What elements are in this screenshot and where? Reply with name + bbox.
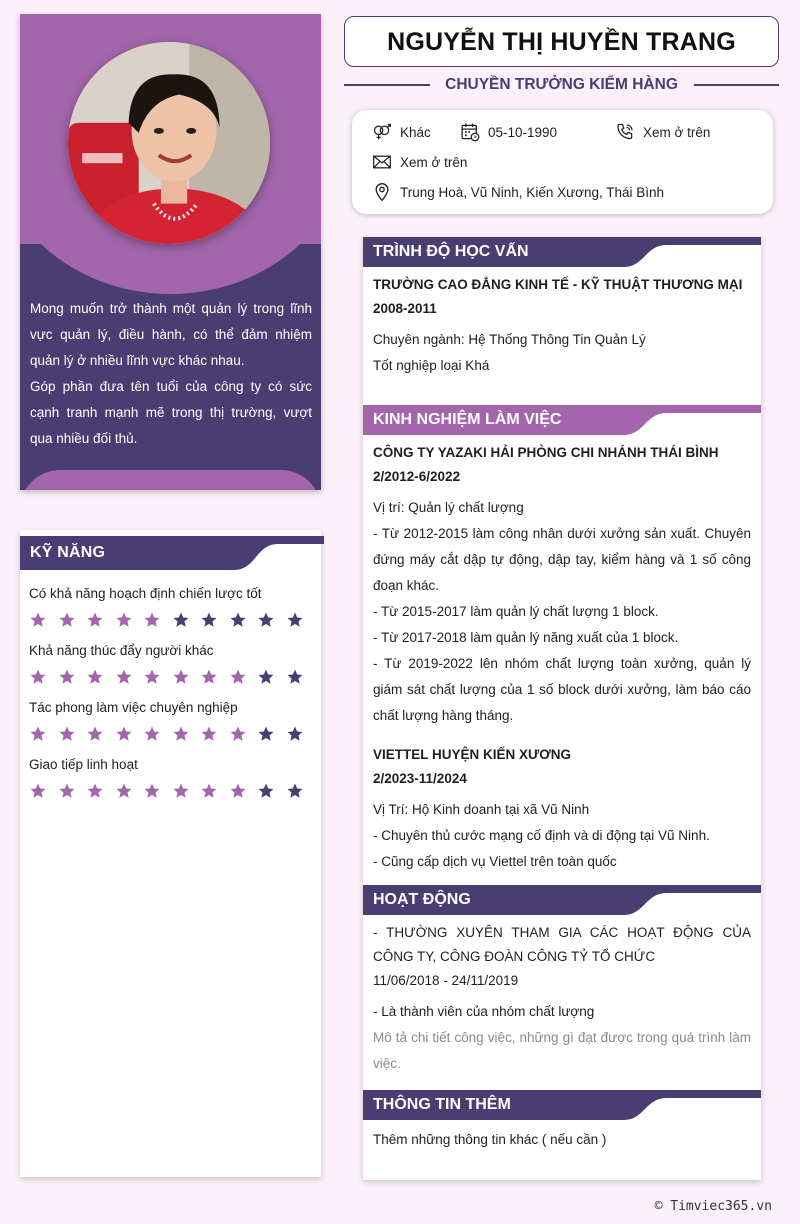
education-entry <box>373 273 751 379</box>
footer-credit: © Timviec365.vn <box>654 1199 772 1214</box>
avatar-photo <box>68 42 270 244</box>
star-filled-icon <box>58 724 87 744</box>
star-filled-icon <box>200 724 229 744</box>
job-period: 2/2012-6/2022 <box>373 469 461 484</box>
skill-rating <box>29 781 314 801</box>
experience-header <box>363 405 761 437</box>
skill-item <box>29 698 314 755</box>
star-empty-icon <box>200 610 229 630</box>
address-value: Trung Hoà, Vũ Ninh, Kiến Xương, Thái Bình <box>400 184 665 200</box>
experience-job <box>373 441 751 729</box>
job-period: 2/2023-11/2024 <box>373 771 467 786</box>
star-filled-icon <box>115 781 144 801</box>
star-filled-icon <box>229 667 258 687</box>
additional-header <box>363 1090 761 1122</box>
job-position: Vị Trí: Hộ Kinh doanh tại xã Vũ Ninh <box>373 802 590 817</box>
star-empty-icon <box>286 667 315 687</box>
objective-paragraph-2: Góp phần đưa tên tuổi của công ty có sức cạnh tranh mạnh mẽ trong thị trường, vượt qua nhiều đối thủ. <box>30 379 312 446</box>
experience-list <box>373 441 751 875</box>
job-title: CHUYỀN TRƯỞNG KIỂM HÀNG <box>445 76 678 93</box>
avatar <box>68 42 270 244</box>
star-filled-icon <box>143 781 172 801</box>
star-empty-icon <box>257 724 286 744</box>
profile-card <box>20 14 321 490</box>
job-detail: - Từ 2017-2018 làm quản lý năng xuất của 1 block. <box>373 630 679 645</box>
activities-title: HOẠT ĐỘNG <box>373 891 471 908</box>
skill-name: Khả năng thúc đẩy người khác <box>29 643 214 658</box>
skill-rating <box>29 724 314 744</box>
skill-name: Có khả năng hoạch định chiến lược tốt <box>29 586 262 601</box>
star-filled-icon <box>143 724 172 744</box>
star-empty-icon <box>286 724 315 744</box>
job-detail: - Từ 2015-2017 làm quản lý chất lượng 1 block. <box>373 604 659 619</box>
skill-list <box>29 584 314 812</box>
star-filled-icon <box>229 724 258 744</box>
star-filled-icon <box>86 724 115 744</box>
star-filled-icon <box>143 610 172 630</box>
skill-item <box>29 641 314 698</box>
additional-entry <box>373 1127 751 1153</box>
star-empty-icon <box>257 781 286 801</box>
education-header <box>363 237 761 269</box>
star-filled-icon <box>115 724 144 744</box>
objective-paragraph-1: Mong muốn trở thành một quản lý trong lĩnh vực quản lý, điều hành, có thể đảm nhiệm quản lý ở nhiều lĩnh vực khác nhau. <box>30 301 312 368</box>
star-filled-icon <box>58 610 87 630</box>
star-empty-icon <box>257 610 286 630</box>
additional-text: Thêm những thông tin khác ( nếu cần ) <box>373 1132 607 1147</box>
skill-item <box>29 755 314 812</box>
education-major: Chuyên ngành: Hệ Thống Thông Tin Quản Lý <box>373 332 646 347</box>
star-empty-icon <box>257 667 286 687</box>
star-filled-icon <box>29 781 58 801</box>
activities-entry <box>373 921 751 1077</box>
activities-description: Mô tả chi tiết công việc, những gì đạt được trong quá trình làm việc. <box>373 1030 751 1071</box>
gender-icon <box>372 122 392 142</box>
skill-item <box>29 584 314 641</box>
star-filled-icon <box>200 781 229 801</box>
job-company: CÔNG TY YAZAKI HẢI PHÒNG CHI NHÁNH THÁI BÌNH <box>373 445 719 460</box>
star-filled-icon <box>58 781 87 801</box>
activities-header <box>363 885 761 917</box>
star-filled-icon <box>29 724 58 744</box>
contact-email <box>372 152 467 172</box>
envelope-icon <box>372 152 392 172</box>
job-detail: - Từ 2012-2015 làm công nhân dưới xưởng sản xuất. Chuyên đứng máy cắt dập tự động, dập tay, kiểm hàng và 1 số công đoạn khác. <box>373 526 751 593</box>
calendar-icon <box>460 122 480 142</box>
star-filled-icon <box>86 610 115 630</box>
career-objective <box>30 296 312 452</box>
job-detail: - Cũng cấp dịch vụ Viettel trên toàn quốc <box>373 854 617 869</box>
star-empty-icon <box>172 610 201 630</box>
education-school: TRƯỜNG CAO ĐẲNG KINH TẾ - KỸ THUẬT THƯƠNG MẠI <box>373 277 743 292</box>
skills-title: KỸ NĂNG <box>30 544 106 561</box>
location-pin-icon <box>372 182 392 202</box>
gender-value: Khác <box>400 124 431 140</box>
education-period: 2008-2011 <box>373 301 437 316</box>
skill-name: Tác phong làm việc chuyên nghiệp <box>29 700 238 715</box>
job-position: Vị trí: Quản lý chất lượng <box>373 500 524 515</box>
experience-job <box>373 743 751 875</box>
activities-period: 11/06/2018 - 24/11/2019 <box>373 973 519 988</box>
star-filled-icon <box>172 724 201 744</box>
phone-value: Xem ở trên <box>643 124 711 140</box>
star-filled-icon <box>115 610 144 630</box>
contact-gender <box>372 122 431 142</box>
contact-address <box>372 182 664 202</box>
skills-card <box>20 530 321 1177</box>
skill-rating <box>29 610 314 630</box>
star-empty-icon <box>286 610 315 630</box>
star-filled-icon <box>58 667 87 687</box>
contact-box <box>352 110 773 214</box>
star-filled-icon <box>86 781 115 801</box>
star-filled-icon <box>115 667 144 687</box>
skill-rating <box>29 667 314 687</box>
education-title: TRÌNH ĐỘ HỌC VẤN <box>373 243 529 260</box>
star-empty-icon <box>286 781 315 801</box>
email-value: Xem ở trên <box>400 154 468 170</box>
star-filled-icon <box>172 667 201 687</box>
job-detail: - Chuyên thủ cước mạng cố định và di động tại Vũ Ninh. <box>373 828 710 843</box>
birthdate-value: 05-10-1990 <box>488 124 558 140</box>
star-filled-icon <box>29 667 58 687</box>
star-filled-icon <box>86 667 115 687</box>
star-filled-icon <box>200 667 229 687</box>
contact-phone <box>615 122 710 142</box>
star-filled-icon <box>172 781 201 801</box>
skills-header <box>20 536 324 572</box>
job-title-row <box>344 72 779 98</box>
phone-icon <box>615 122 635 142</box>
job-company: VIETTEL HUYỆN KIẾN XƯƠNG <box>373 747 571 762</box>
skill-name: Giao tiếp linh hoạt <box>29 757 138 772</box>
star-filled-icon <box>229 781 258 801</box>
profile-bottom-wave <box>20 470 321 490</box>
job-detail: - Từ 2019-2022 lên nhóm chất lượng toàn xưởng, quản lý giám sát chất lượng của 1 số block dưới xưởng, làm báo cáo chất lượng hàng tháng. <box>373 656 751 723</box>
star-empty-icon <box>229 610 258 630</box>
education-grade: Tốt nghiệp loại Khá <box>373 358 490 373</box>
main-content-card <box>363 237 761 1180</box>
additional-title: THÔNG TIN THÊM <box>373 1096 511 1113</box>
activities-role: - Là thành viên của nhóm chất lượng <box>373 1004 595 1019</box>
contact-birthdate <box>460 122 557 142</box>
experience-title: KINH NGHIỆM LÀM VIỆC <box>373 411 562 428</box>
star-filled-icon <box>143 667 172 687</box>
candidate-name: NGUYỄN THỊ HUYỀN TRANG <box>344 16 779 67</box>
star-filled-icon <box>29 610 58 630</box>
activities-line-1: - THƯỜNG XUYÊN THAM GIA CÁC HOẠT ĐỘNG CỦA CÔNG TY, CÔNG ĐOÀN CÔNG TỶ TỔ CHỨC <box>373 925 751 964</box>
